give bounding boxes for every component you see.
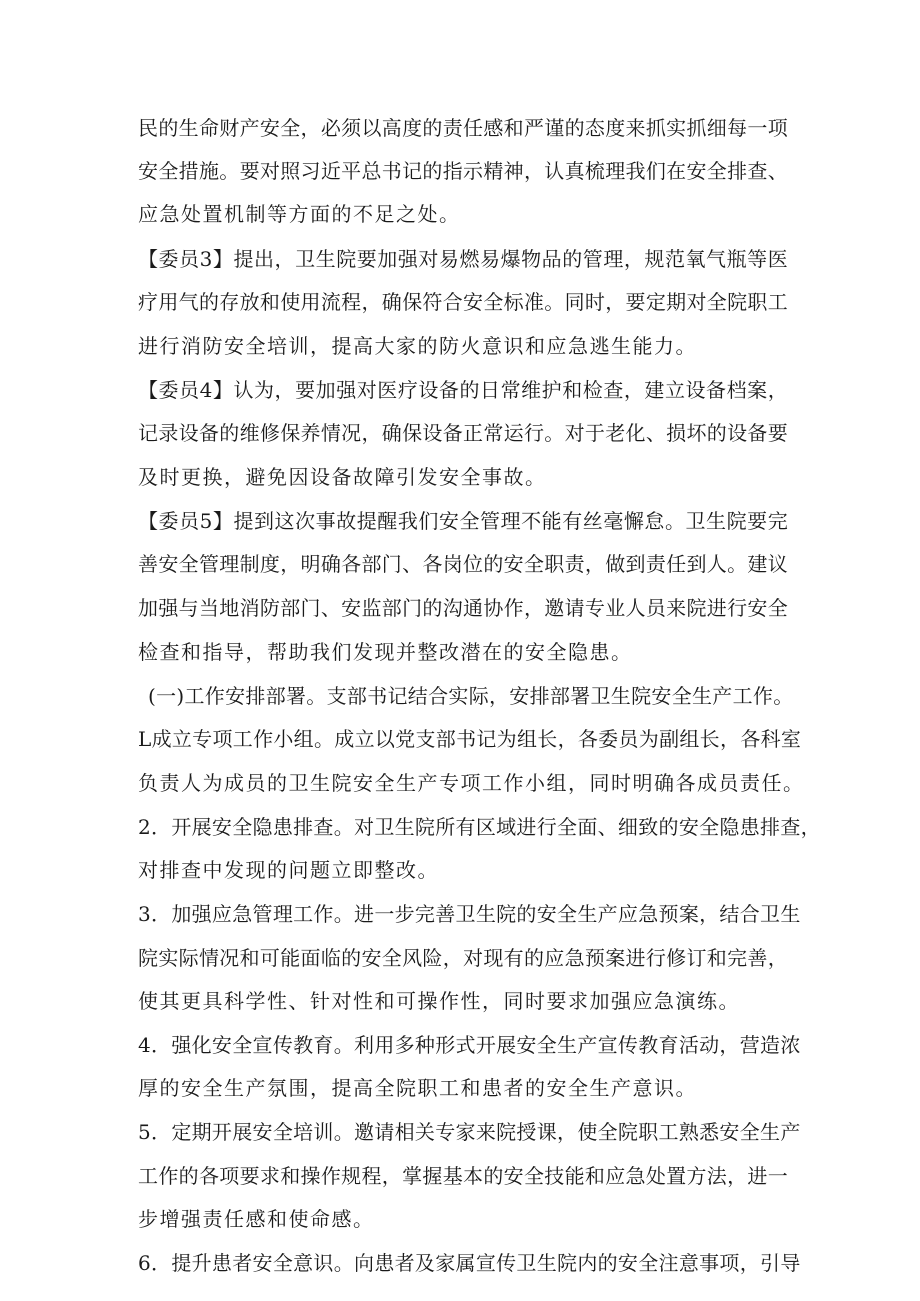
list-item-4-line: 4．强化安全宣传教育。利用多种形式开展安全生产宣传教育活动，营造浓: [138, 1033, 801, 1057]
text-line: 使其更具科学性、针对性和可操作性，同时要求加强应急演练。: [138, 989, 740, 1013]
text-line: 厚的安全生产氛围，提高全院职工和患者的安全生产意识。: [138, 1076, 697, 1100]
text-line: 工作的各项要求和操作规程，掌握基本的安全技能和应急处置方法，进一: [138, 1164, 788, 1188]
text-line: 对排查中发现的问题立即整改。: [138, 858, 439, 882]
list-item-1-line: L成立专项工作小组。成立以党支部书记为组长，各委员为副组长，各科室: [138, 727, 802, 751]
text-line: 检查和指导，帮助我们发现并整改潜在的安全隐患。: [138, 640, 633, 664]
paragraph-member-5-line: 【委员5】提到这次事故提醒我们安全管理不能有丝毫懈怠。卫生院要完: [138, 509, 788, 533]
text-line: 负责人为成员的卫生院安全生产专项工作小组，同时明确各成员责任。: [138, 771, 805, 795]
text-line: 步增强责任感和使命感。: [138, 1207, 375, 1231]
text-line: 应急处置机制等方面的不足之处。: [138, 202, 461, 226]
list-item-3-line: 3．加强应急管理工作。进一步完善卫生院的安全生产应急预案，结合卫生: [138, 902, 801, 926]
text-line: 疗用气的存放和使用流程，确保符合安全标准。同时，要定期对全院职工: [138, 290, 788, 314]
paragraph-member-4-line: 【委员4】认为，要加强对医疗设备的日常维护和检查，建立设备档案，: [138, 378, 788, 402]
list-item-6-line: 6．提升患者安全意识。向患者及家属宣传卫生院内的安全注意事项，引导: [138, 1251, 801, 1275]
text-line: 记录设备的维修保养情况，确保设备正常运行。对于老化、损坏的设备要: [138, 421, 788, 445]
text-line: 安全措施。要对照习近平总书记的指示精神，认真梳理我们在安全排查、: [138, 159, 788, 183]
section-heading-line: (一)工作安排部署。支部书记结合实际，安排部署卫生院安全生产工作。: [148, 684, 794, 708]
list-item-5-line: 5．定期开展安全培训。邀请相关专家来院授课，使全院职工熟悉安全生产: [138, 1120, 801, 1144]
paragraph-member-3-line: 【委员3】提出，卫生院要加强对易燃易爆物品的管理，规范氧气瓶等医: [138, 247, 788, 271]
text-line: 加强与当地消防部门、安监部门的沟通协作，邀请专业人员来院进行安全: [138, 596, 788, 620]
text-line: 民的生命财产安全，必须以高度的责任感和严谨的态度来抓实抓细每一项: [138, 116, 788, 140]
text-line: 善安全管理制度，明确各部门、各岗位的安全职责，做到责任到人。建议: [138, 552, 788, 576]
list-item-2-line: 2．开展安全隐患排查。对卫生院所有区域进行全面、细致的安全隐患排查，: [138, 815, 821, 839]
text-line: 及时更换，避免因设备故障引发安全事故。: [138, 465, 547, 489]
text-line: 进行消防安全培训，提高大家的防火意识和应急逃生能力。: [138, 334, 697, 358]
text-line: 院实际情况和可能面临的安全风险，对现有的应急预案进行修订和完善，: [138, 946, 788, 970]
